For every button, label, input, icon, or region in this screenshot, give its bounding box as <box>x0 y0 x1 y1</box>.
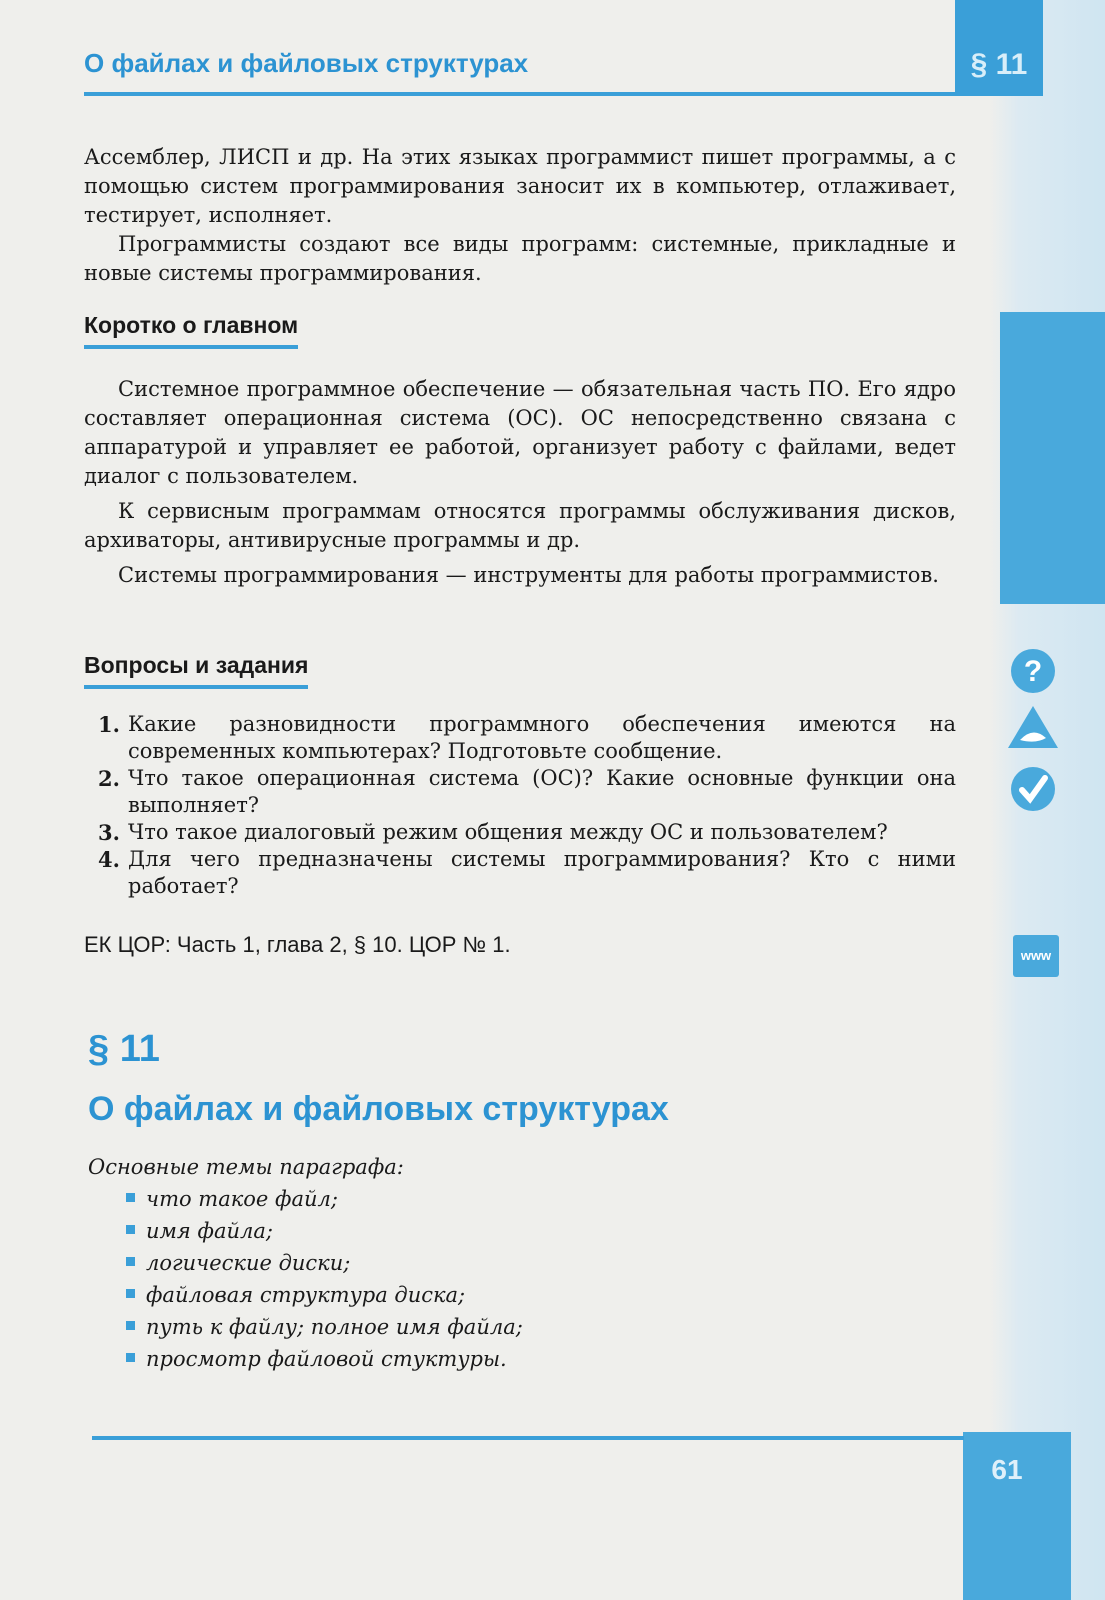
item-text: Что такое операционная система (ОС)? Какие основные функции она выполняет? <box>128 766 956 817</box>
page-number-tab <box>963 1432 1071 1600</box>
page-number: 61 <box>991 1454 1023 1485</box>
list-item <box>88 1343 523 1375</box>
item-number: 2. <box>98 766 120 791</box>
checkmark-icon <box>1010 766 1056 812</box>
themes-label: Основные темы параграфа: <box>88 1155 404 1179</box>
section-number: § 11 <box>88 1028 160 1070</box>
theme-text: путь к файлу; полное имя файла; <box>146 1315 523 1339</box>
paragraph: Системное программное обеспечение — обязательная часть ПО. Его ядро составляет операционная система (ОС). ОС непосредственно связана с аппаратурой и управляет ее работой, организует работу с файлами, ведет диалог с пользователем. <box>84 377 956 488</box>
list-item <box>88 1183 523 1215</box>
questions-list <box>84 711 956 900</box>
triangle-mouse-icon <box>1006 704 1060 750</box>
theme-text: просмотр файловой стуктуры. <box>146 1347 507 1371</box>
margin-block <box>1000 312 1105 604</box>
section-tab-label: § 11 <box>970 48 1028 81</box>
header-rule <box>84 92 956 96</box>
www-icon: www <box>1013 935 1059 977</box>
theme-text: логические диски; <box>146 1251 351 1275</box>
summary-heading: Коротко о главном <box>84 312 298 349</box>
item-text: Какие разновидности программного обеспечения имеются на современных компьютерах? Подготовьте сообщение. <box>128 712 956 763</box>
questions-section <box>84 652 956 900</box>
summary-section <box>84 312 956 590</box>
section-tab <box>955 0 1043 96</box>
question-icon <box>1010 648 1056 694</box>
theme-text: что такое файл; <box>146 1187 338 1211</box>
paragraph: Программисты создают все виды программ: системные, прикладные и новые системы программирования. <box>84 232 956 285</box>
list-item <box>88 1215 523 1247</box>
questions-heading: Вопросы и задания <box>84 652 308 689</box>
list-item <box>84 819 956 846</box>
intro-text <box>84 143 956 288</box>
bullet-icon <box>126 1289 135 1298</box>
item-number: 3. <box>98 820 120 845</box>
svg-text:?: ? <box>1023 655 1043 688</box>
theme-text: имя файла; <box>146 1219 273 1243</box>
list-item <box>88 1279 523 1311</box>
bullet-icon <box>126 1353 135 1362</box>
footer-rule <box>92 1436 964 1440</box>
item-text: Для чего предназначены системы программирования? Кто с ними работает? <box>128 847 956 898</box>
bullet-icon <box>126 1321 135 1330</box>
bullet-icon <box>126 1225 135 1234</box>
list-item <box>84 711 956 765</box>
bullet-icon <box>126 1257 135 1266</box>
paragraph: К сервисным программам относятся программы обслуживания дисков, архиваторы, антивирусные программы и др. <box>84 499 956 552</box>
bullet-icon <box>126 1193 135 1202</box>
paragraph: Системы программирования — инструменты для работы программистов. <box>118 563 939 587</box>
theme-text: файловая структура диска; <box>146 1283 466 1307</box>
list-item <box>84 765 956 819</box>
list-item <box>88 1247 523 1279</box>
section-themes <box>88 1155 523 1375</box>
item-number: 4. <box>98 847 120 872</box>
list-item <box>88 1311 523 1343</box>
section-title: О файлах и файловых структурах <box>88 1090 669 1128</box>
paragraph: Ассемблер, ЛИСП и др. На этих языках программист пишет программы, а с помощью систем программирования заносит их в компьютер, отлаживает, тестирует, исполняет. <box>84 145 956 227</box>
item-text: Что такое диалоговый режим общения между ОС и пользователем? <box>128 820 888 844</box>
cor-reference: ЕК ЦОР: Часть 1, глава 2, § 10. ЦОР № 1. <box>84 932 511 957</box>
list-item <box>84 846 956 900</box>
running-title: О файлах и файловых структурах <box>84 48 529 78</box>
item-number: 1. <box>98 712 120 737</box>
